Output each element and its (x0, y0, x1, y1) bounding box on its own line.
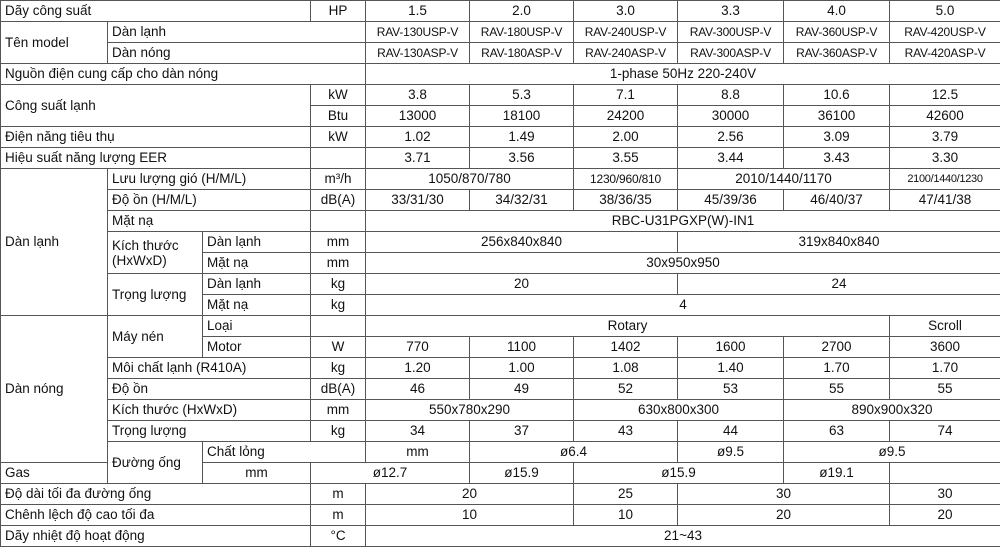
unit-cell: HP (311, 1, 366, 22)
label-compressor-type: Loại (203, 316, 311, 337)
value-cell: 34 (366, 421, 470, 442)
value-cell: RAV-130USP-V (366, 22, 470, 43)
value-cell: 2700 (784, 337, 890, 358)
row-max-height-diff (1, 505, 1000, 526)
value-cell: RAV-360USP-V (784, 22, 890, 43)
value-cell: 2.56 (678, 127, 784, 148)
row-power-supply (1, 64, 1000, 85)
label-model-indoor: Dàn lạnh (108, 22, 366, 43)
value-cell: 256x840x840 (366, 232, 678, 253)
value-cell: 1-phase 50Hz 220-240V (366, 64, 1000, 85)
row-indoor-panel (1, 211, 1000, 232)
label-operating-temp: Dãy nhiệt độ hoạt động (1, 526, 311, 547)
unit-cell: m (311, 484, 366, 505)
value-cell: 55 (784, 379, 890, 400)
value-cell: RAV-300USP-V (678, 22, 784, 43)
value-cell: 33/31/30 (366, 190, 470, 211)
value-cell: 1.70 (890, 358, 1000, 379)
value-cell: 10 (574, 505, 678, 526)
value-cell: 10.6 (784, 85, 890, 106)
row-outdoor-noise (1, 379, 1000, 400)
label-dim-panel: Mặt nạ (203, 253, 311, 274)
value-cell: 30 (678, 484, 890, 505)
row-model-indoor (1, 22, 1000, 43)
value-cell: 5.0 (890, 1, 1000, 22)
value-cell: 1.20 (366, 358, 470, 379)
value-cell: 1.40 (678, 358, 784, 379)
value-cell: 24200 (574, 106, 678, 127)
label-compressor: Máy nén (108, 316, 203, 358)
label-model-outdoor: Dàn nóng (108, 43, 366, 64)
unit-cell: mm (203, 463, 311, 484)
row-operating-temp (1, 526, 1000, 547)
value-cell: 890x900x320 (784, 400, 1000, 421)
row-refrigerant (1, 358, 1000, 379)
value-cell: ø9.5 (678, 442, 784, 463)
value-cell: 550x780x290 (366, 400, 574, 421)
label-indoor-noise: Độ ồn (H/M/L) (108, 190, 311, 211)
value-cell: RAV-360ASP-V (784, 43, 890, 64)
value-cell: ø12.7 (311, 463, 470, 484)
value-cell: RAV-130ASP-V (366, 43, 470, 64)
value-cell: 1.5 (366, 1, 470, 22)
value-cell: RAV-420ASP-V (890, 43, 1000, 64)
row-eer (1, 148, 1000, 169)
value-cell: 1600 (678, 337, 784, 358)
value-cell: 1050/870/780 (366, 169, 574, 190)
value-cell: ø15.9 (470, 463, 574, 484)
unit-cell (311, 148, 366, 169)
value-cell: 10 (366, 505, 574, 526)
unit-cell: kg (311, 295, 366, 316)
label-power-consumption: Điện năng tiêu thụ (1, 127, 311, 148)
value-cell: ø9.5 (784, 442, 1000, 463)
value-cell: Rotary (366, 316, 890, 337)
value-cell: 52 (574, 379, 678, 400)
unit-cell: mm (311, 400, 366, 421)
value-cell: 13000 (366, 106, 470, 127)
value-cell: 770 (366, 337, 470, 358)
value-cell: 46/40/37 (784, 190, 890, 211)
value-cell: 42600 (890, 106, 1000, 127)
value-cell: 3.43 (784, 148, 890, 169)
value-cell: 46 (366, 379, 470, 400)
value-cell: 4.0 (784, 1, 890, 22)
value-cell: 63 (784, 421, 890, 442)
row-indoor-weight (1, 274, 1000, 295)
unit-cell: kg (311, 274, 366, 295)
label-gas: Gas (1, 463, 203, 484)
value-cell: 24 (678, 274, 1000, 295)
value-cell: RAV-180USP-V (470, 22, 574, 43)
row-power-consumption (1, 127, 1000, 148)
value-cell: 1402 (574, 337, 678, 358)
value-cell: 36100 (784, 106, 890, 127)
unit-cell: °C (311, 526, 366, 547)
value-cell: 1.08 (574, 358, 678, 379)
value-cell: 2010/1440/1170 (678, 169, 890, 190)
value-cell: RAV-300ASP-V (678, 43, 784, 64)
value-cell: Scroll (890, 316, 1000, 337)
value-cell: 3.8 (366, 85, 470, 106)
label-weight-panel: Mặt nạ (203, 295, 311, 316)
unit-cell: m (311, 505, 366, 526)
label-max-height-diff: Chênh lệch độ cao tối đa (1, 505, 311, 526)
value-cell: 34/32/31 (470, 190, 574, 211)
value-cell: 3.09 (784, 127, 890, 148)
row-pipe-liquid (1, 442, 1000, 463)
value-cell: 2100/1440/1230 (890, 169, 1000, 190)
label-dimensions: Kích thước (HxWxD) (108, 232, 203, 274)
unit-cell: kW (311, 127, 366, 148)
unit-cell: kg (311, 421, 366, 442)
label-liquid: Chất lỏng (203, 442, 366, 463)
value-cell: 18100 (470, 106, 574, 127)
label-airflow: Lưu lượng gió (H/M/L) (108, 169, 311, 190)
value-cell: 3.44 (678, 148, 784, 169)
row-indoor-airflow (1, 169, 1000, 190)
row-model-outdoor (1, 43, 1000, 64)
value-cell: 21~43 (366, 526, 1000, 547)
value-cell: 20 (890, 505, 1000, 526)
value-cell: 4 (366, 295, 1000, 316)
value-cell: 20 (678, 505, 890, 526)
label-max-pipe-length: Độ dài tối đa đường ống (1, 484, 311, 505)
unit-cell: W (311, 337, 366, 358)
label-outdoor-dimensions: Kích thước (HxWxD) (108, 400, 311, 421)
label-cooling-capacity: Công suất lạnh (1, 85, 311, 127)
unit-cell (311, 211, 366, 232)
unit-cell: dB(A) (311, 190, 366, 211)
value-cell: 1.02 (366, 127, 470, 148)
label-indoor-weight: Trọng lượng (108, 274, 203, 316)
value-cell: 20 (366, 274, 678, 295)
label-eer: Hiệu suất năng lượng EER (1, 148, 311, 169)
row-outdoor-dimensions (1, 400, 1000, 421)
value-cell: 49 (470, 379, 574, 400)
value-cell: 2.0 (470, 1, 574, 22)
label-capacity-range: Dãy công suất (1, 1, 311, 22)
value-cell: ø6.4 (470, 442, 678, 463)
value-cell: 8.8 (678, 85, 784, 106)
value-cell: RAV-240ASP-V (574, 43, 678, 64)
value-cell: 1.70 (784, 358, 890, 379)
value-cell: 2.00 (574, 127, 678, 148)
value-cell: 3600 (890, 337, 1000, 358)
value-cell: 3.3 (678, 1, 784, 22)
value-cell: 3.56 (470, 148, 574, 169)
value-cell: 44 (678, 421, 784, 442)
value-cell: 30000 (678, 106, 784, 127)
value-cell: 1.49 (470, 127, 574, 148)
row-max-pipe-length (1, 484, 1000, 505)
unit-cell: mm (311, 253, 366, 274)
value-cell: 20 (366, 484, 574, 505)
value-cell: 3.79 (890, 127, 1000, 148)
value-cell: RBC-U31PGXP(W)-IN1 (366, 211, 1000, 232)
value-cell: 1230/960/810 (574, 169, 678, 190)
value-cell: ø19.1 (784, 463, 890, 484)
value-cell: 53 (678, 379, 784, 400)
label-weight-indoor: Dàn lạnh (203, 274, 311, 295)
value-cell: RAV-420USP-V (890, 22, 1000, 43)
row-compressor-type (1, 316, 1000, 337)
row-outdoor-weight (1, 421, 1000, 442)
label-power-supply: Nguồn điện cung cấp cho dàn nóng (1, 64, 366, 85)
label-outdoor-weight: Trọng lượng (108, 421, 311, 442)
value-cell: ø15.9 (574, 463, 784, 484)
value-cell: 45/39/36 (678, 190, 784, 211)
value-cell: 3.30 (890, 148, 1000, 169)
value-cell: 630x800x300 (574, 400, 784, 421)
value-cell: 3.71 (366, 148, 470, 169)
label-model: Tên model (1, 22, 108, 64)
row-indoor-dimensions (1, 232, 1000, 253)
row-cooling-kw (1, 85, 1000, 106)
value-cell: 30 (890, 484, 1000, 505)
value-cell: RAV-180ASP-V (470, 43, 574, 64)
label-refrigerant: Môi chất lạnh (R410A) (108, 358, 311, 379)
value-cell: 7.1 (574, 85, 678, 106)
value-cell: 1100 (470, 337, 574, 358)
label-piping: Đường ống (108, 442, 203, 484)
unit-cell: Btu (311, 106, 366, 127)
label-panel: Mặt nạ (108, 211, 311, 232)
label-outdoor-noise: Độ ồn (108, 379, 311, 400)
value-cell: 319x840x840 (678, 232, 1000, 253)
value-cell: 5.3 (470, 85, 574, 106)
unit-cell: kg (311, 358, 366, 379)
unit-cell: mm (311, 232, 366, 253)
unit-cell: dB(A) (311, 379, 366, 400)
unit-cell (311, 316, 366, 337)
row-indoor-noise (1, 190, 1000, 211)
value-cell: 43 (574, 421, 678, 442)
label-dim-indoor: Dàn lạnh (203, 232, 311, 253)
value-cell: RAV-240USP-V (574, 22, 678, 43)
unit-cell: mm (366, 442, 470, 463)
label-outdoor-unit: Dàn nóng (1, 316, 108, 463)
value-cell: 3.0 (574, 1, 678, 22)
unit-cell: kW (311, 85, 366, 106)
label-indoor-unit: Dàn lạnh (1, 169, 108, 316)
row-capacity-range (1, 1, 1000, 22)
value-cell: 1.00 (470, 358, 574, 379)
value-cell: 37 (470, 421, 574, 442)
value-cell: 30x950x950 (366, 253, 1000, 274)
label-motor: Motor (203, 337, 311, 358)
value-cell: 55 (890, 379, 1000, 400)
unit-cell: m³/h (311, 169, 366, 190)
value-cell: 3.55 (574, 148, 678, 169)
value-cell: 47/41/38 (890, 190, 1000, 211)
value-cell: 38/36/35 (574, 190, 678, 211)
value-cell: 74 (890, 421, 1000, 442)
value-cell: 12.5 (890, 85, 1000, 106)
value-cell: 25 (574, 484, 678, 505)
